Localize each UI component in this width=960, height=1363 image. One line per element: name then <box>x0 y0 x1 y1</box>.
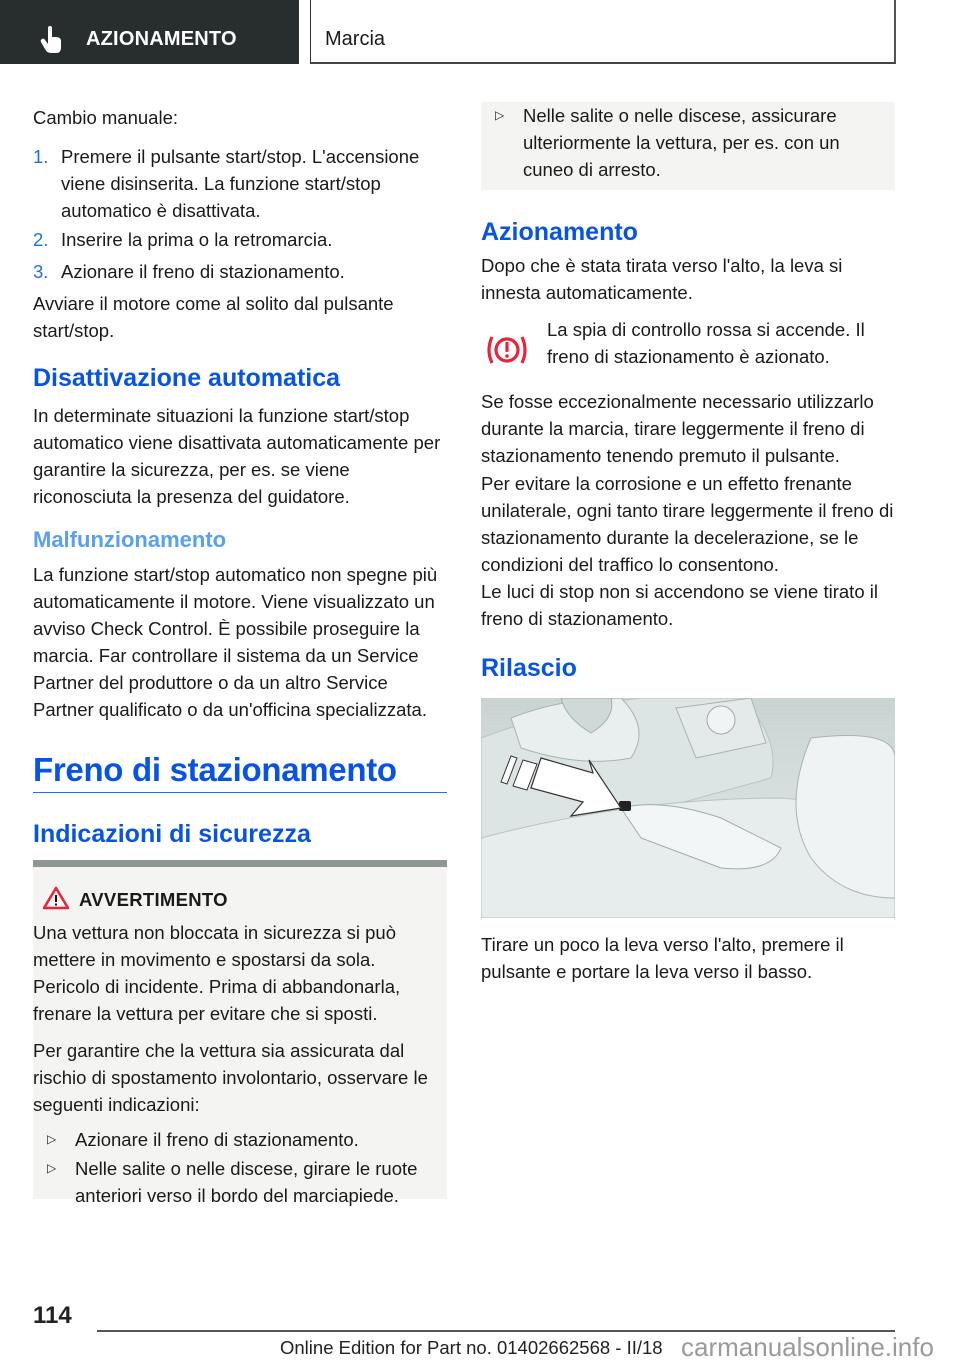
edition-text: Online Edition for Part no. 01402662568 - II/18 <box>280 1337 663 1358</box>
triangle-bullet-icon: ▷ <box>495 108 505 122</box>
parking-brake-lever-illustration <box>481 698 895 918</box>
azionamento-body: Dopo che è stata tirata verso l'alto, la leva si innesta automaticamente. <box>481 255 843 303</box>
rilascio-caption: Tirare un poco la leva verso l'alto, premere il pulsante e portare la leva verso il basso. <box>481 934 844 982</box>
section-heading-rilascio: Rilascio <box>481 654 577 682</box>
warning-box: AVVERTIMENTO Una vettura non bloccata in sicurezza si può mettere in movimento e spostarsi da sola. Pericolo di incidente. Prima di abbandonarla, frenare la vettura per evitare che si sposti. Per garantire che la vettura sia assicurata dal rischio di spostamento involontario, osservare le seguenti indicazioni: ▷ Azionare il freno di stazionamento. ▷ Nelle salite o nelle discese, girare le ruote anteriori verso il bordo del marciapiede. <box>33 867 447 1199</box>
warning-top-bar <box>33 860 447 867</box>
step-number: 1. <box>33 146 49 167</box>
triangle-bullet-icon: ▷ <box>47 1161 57 1175</box>
parking-brake-warning-icon <box>485 332 529 368</box>
chapter-label: Marcia <box>325 28 386 50</box>
subsection-heading-malfunzionamento: Malfunzionamento <box>33 527 227 552</box>
section-label: AZIONAMENTO <box>86 28 237 50</box>
intro-text: Cambio manuale: <box>33 107 178 128</box>
disattivazione-body: In determinate situazioni la funzione start/stop automatico viene disattivata automaticamente per garantire la sicurezza, per es. se viene riconosciuta la presenza del guidatore. <box>33 405 441 507</box>
warning-triangle-icon <box>42 886 70 910</box>
step-number: 2. <box>33 229 49 250</box>
triangle-bullet-icon: ▷ <box>47 1132 57 1146</box>
warning-title: AVVERTIMENTO <box>79 889 228 910</box>
warning-box-continued: ▷ Nelle salite o nelle discese, assicurare ulteriormente la vettura, per es. con un cuneo di arresto. <box>481 102 895 190</box>
page-number: 114 <box>33 1302 72 1329</box>
warning-body-1: Una vettura non bloccata in sicurezza si può mettere in movimento e spostarsi da sola. Pericolo di incidente. Prima di abbandonarla, frenare la vettura per evitare che si sposti. <box>33 922 401 1024</box>
section-heading-disattivazione: Disattivazione automatica <box>33 364 341 392</box>
section-heading-azionamento: Azionamento <box>481 218 638 246</box>
after-steps-text: Avviare il motore come al solito dal pulsante start/stop. <box>33 293 394 341</box>
chapter-heading-freno: Freno di stazionamento <box>33 751 397 788</box>
azionamento-para-1: Se fosse eccezionalmente necessario utilizzarlo durante la marcia, tirare leggermente il freno di stazionamento tenendo premuto il pulsante. <box>481 391 874 466</box>
indicator-text: La spia di controllo rossa si accende. Il freno di stazionamento è azionato. <box>547 319 865 367</box>
chapter-box <box>310 0 896 64</box>
step-text: Premere il pulsante start/stop. L'accensione viene disinserita. La funzione start/stop automatico è disattivata. <box>61 146 420 221</box>
lever-drawing <box>481 698 895 918</box>
watermark-link[interactable]: carmanualsonline.info <box>681 1332 934 1362</box>
azionamento-para-3: Le luci di stop non si accendono se viene tirato il freno di stazionamento. <box>481 581 878 629</box>
section-tab[interactable] <box>0 0 299 64</box>
warning-body-2: Per garantire che la vettura sia assicurata dal rischio di spostamento involontario, osservare le seguenti indicazioni: <box>33 1040 428 1115</box>
heading-rule <box>33 792 447 793</box>
step-number: 3. <box>33 261 49 282</box>
hand-pointer-icon <box>40 26 64 54</box>
section-heading-sicurezza: Indicazioni di sicurezza <box>33 820 311 848</box>
azionamento-para-2: Per evitare la corrosione e un effetto frenante unilaterale, ogni tanto tirare leggermente il freno di stazionamento durante la decelerazione, se le condizioni del traffico lo consentono. <box>481 473 894 575</box>
step-text: Inserire la prima o la retromarcia. <box>61 229 333 250</box>
malfunzionamento-body: La funzione start/stop automatico non spegne più automaticamente il motore. Viene visualizzato un avviso Check Control. È possibile proseguire la marcia. Far controllare il sistema da un Service Partner del produttore o da un altro Service Partner qualificato o da un'officina specializzata. <box>33 564 438 720</box>
step-text: Azionare il freno di stazionamento. <box>61 261 345 282</box>
